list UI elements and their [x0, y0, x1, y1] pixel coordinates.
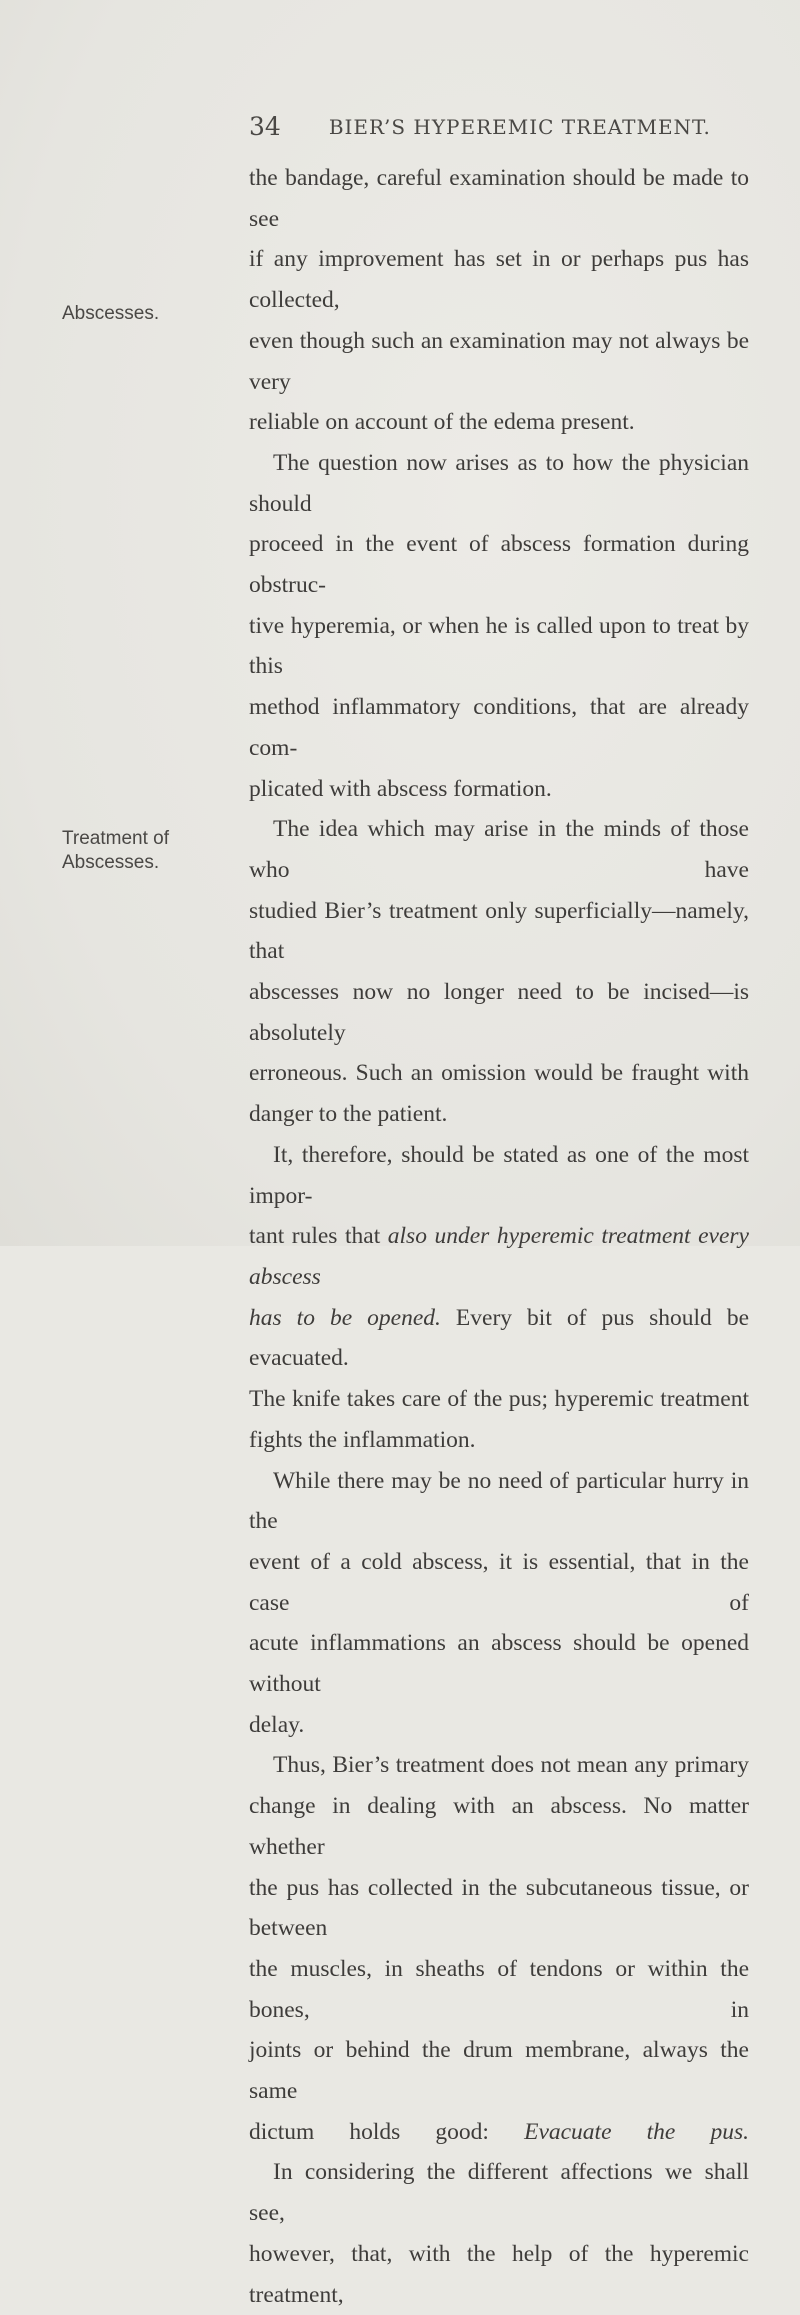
text-line: The question now arises as to how the physician should [249, 449, 749, 517]
text-line: plicated with abscess formation. [249, 775, 552, 802]
margin-note-abscesses: Abscesses. [62, 303, 160, 324]
running-title: BIER’S HYPEREMIC TREATMENT. [328, 115, 711, 139]
text-line: delay. [249, 1711, 305, 1738]
italic-emphasis: has to be opened. [249, 1304, 441, 1331]
text-line: acute inflammations an abscess should be opened without [249, 1630, 749, 1698]
text-line: abscesses now no longer need to be incised—is absolutely [249, 979, 749, 1046]
text-line: the muscles, in sheaths of tendons or within the bones, in [249, 1955, 749, 2023]
text-line: if any improvement has set in or perhaps pus has collected, [249, 246, 749, 314]
text-line: The idea which may arise in the minds of those who have [249, 816, 749, 883]
text-line: even though such an examination may not always be very [249, 327, 749, 395]
margin-note-treatment-of-abscesses: Treatment of Abscesses. [62, 828, 170, 873]
text-line: however, that, with the help of the hyperemic treatment, [249, 2240, 749, 2308]
paragraph [249, 1135, 749, 1461]
text-line: dictum holds good: [249, 2118, 489, 2145]
paragraph [249, 1745, 749, 2152]
text-line: event of a cold abscess, it is essential, that in the case of [249, 1548, 749, 1616]
text-line: Thus, Bier’s treatment does not mean any primary [273, 1752, 749, 1779]
text-line: In considering the different affections we shall see, [249, 2159, 749, 2227]
page-number: 34 [249, 112, 281, 141]
paragraph [249, 809, 749, 1135]
italic-emphasis: also under hyperemic treatment every abscess [249, 1223, 749, 1290]
text-line: the bandage, careful examination should be made to see [249, 165, 749, 232]
italic-emphasis: Evacuate the pus. [524, 2118, 749, 2145]
running-head [249, 112, 749, 141]
text-line: fights the inflammation. [249, 1426, 476, 1453]
text-line: studied Bier’s treatment only superficially—namely, that [249, 897, 749, 965]
text-line: erroneous. Such an omission would be fraught with [249, 1060, 749, 1087]
paragraph [249, 2152, 749, 2315]
paragraph [249, 1461, 749, 1746]
text-line: tive hyperemia, or when he is called upon to treat by this [249, 612, 749, 680]
paragraph [249, 158, 749, 443]
text-line: The knife takes care of the pus; hyperemic treatment [249, 1386, 749, 1413]
text-line: method inflammatory conditions, that are already com- [249, 694, 749, 761]
text-line: change in dealing with an abscess. No matter whether [249, 1793, 749, 1860]
text-line: While there may be no need of particular hurry in the [249, 1467, 749, 1535]
text-line-mixed: tant rules that also under hyperemic treatment every abscess [249, 1223, 749, 1290]
text-line: It, therefore, should be stated as one of the most impor- [249, 1141, 749, 1209]
text-line: reliable on account of the edema present. [249, 409, 635, 436]
paragraph [249, 443, 749, 809]
text-line: joints or behind the drum membrane, always the same [249, 2037, 749, 2105]
text-line: the pus has collected in the subcutaneous tissue, or between [249, 1874, 749, 1942]
body-text [249, 158, 749, 2315]
text-line: danger to the patient. [249, 1101, 448, 1128]
text-line: proceed in the event of abscess formation during obstruc- [249, 531, 749, 599]
text-line-mixed: has to be opened. Every bit of pus should be evacuated. [249, 1304, 750, 1372]
